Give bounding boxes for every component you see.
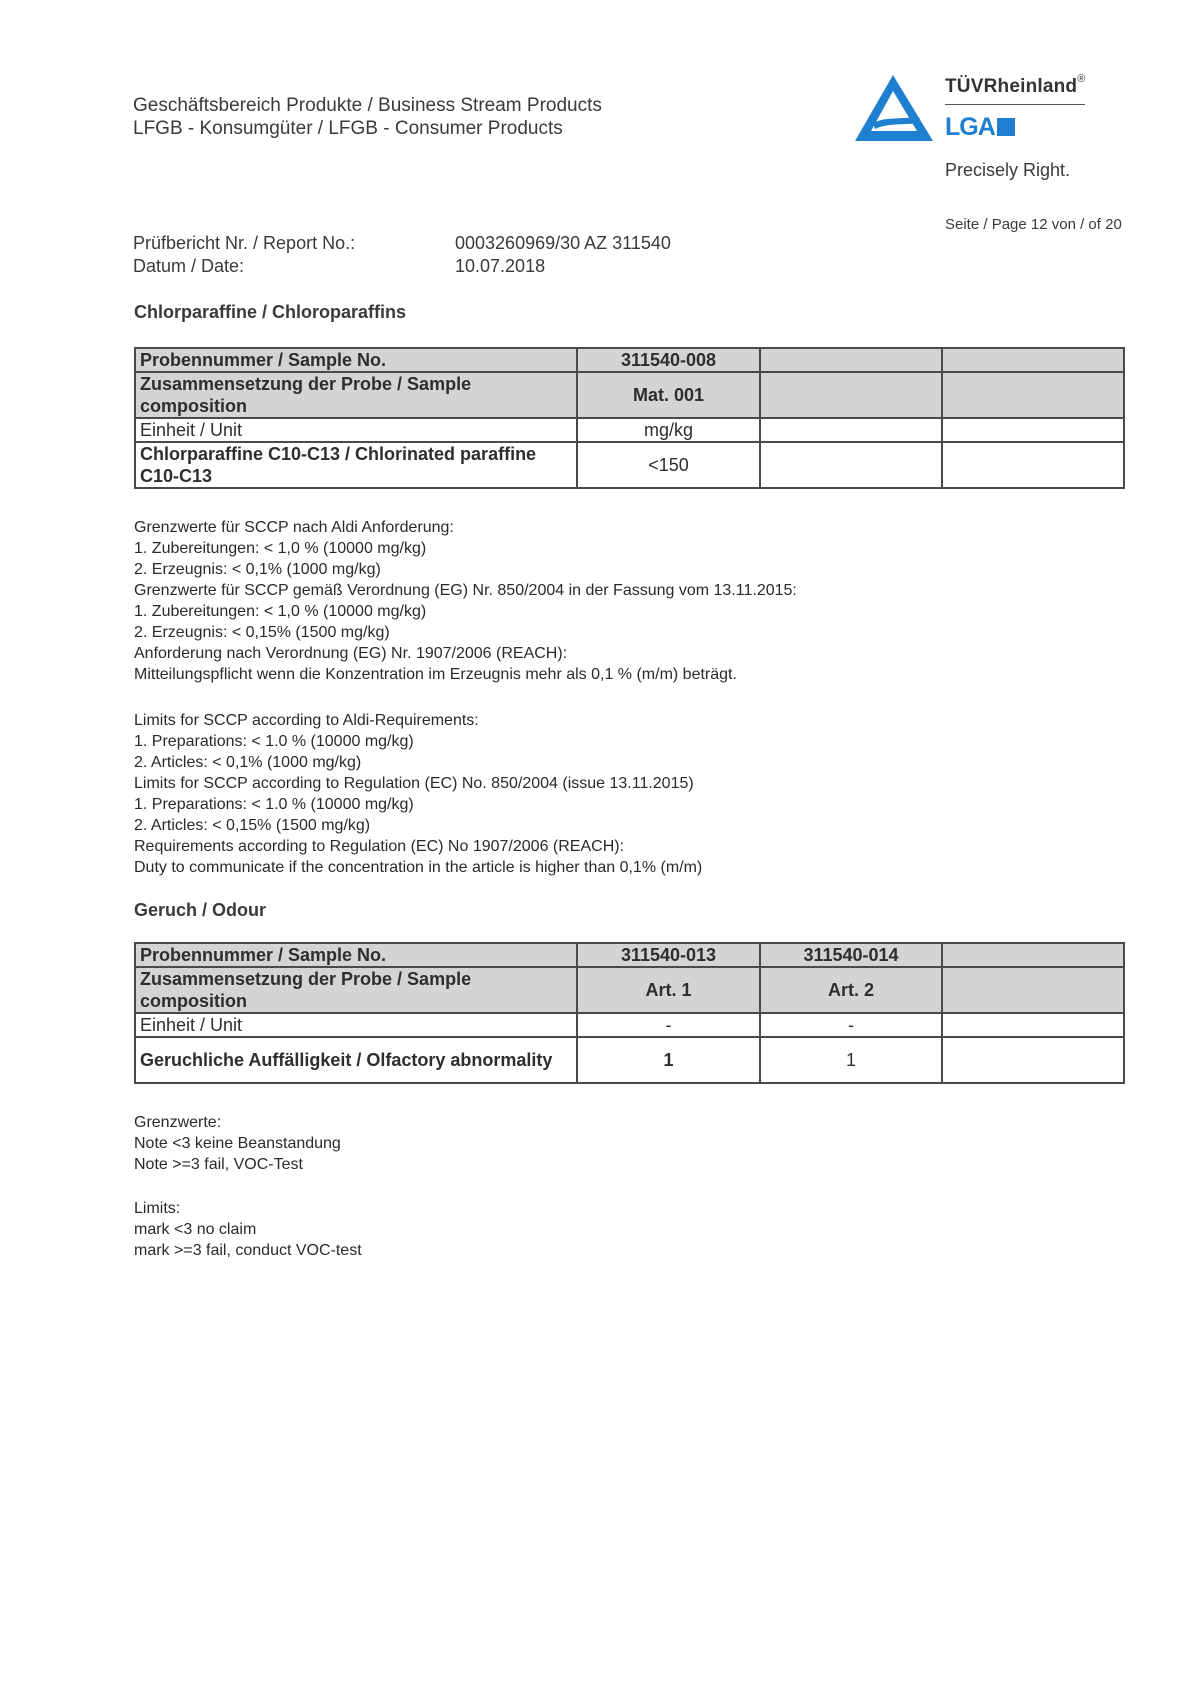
cell-value [942, 1037, 1124, 1083]
tuv-rheinland-wordmark [945, 73, 1086, 98]
row-label: Zusammensetzung der Probe / Sample composition [135, 967, 577, 1013]
cell-value [760, 348, 942, 372]
tuv-triangle-logo-icon [853, 73, 935, 143]
table-row [135, 1013, 1124, 1037]
cell-value [760, 442, 942, 488]
tagline: Precisely Right. [945, 160, 1071, 180]
odour-notes-de [134, 1112, 341, 1175]
cell-value: Mat. 001 [577, 372, 760, 418]
lga-text: LGA [945, 113, 995, 141]
cell-value: 311540-013 [577, 943, 760, 967]
odour-notes-en [134, 1198, 362, 1261]
note-line: 1. Zubereitungen: < 1,0 % (10000 mg/kg) [134, 540, 427, 557]
note-line: Requirements according to Regulation (EC) No 1907/2006 (REACH): [134, 838, 625, 855]
cell-value: Art. 2 [760, 967, 942, 1013]
note-line: Duty to communicate if the concentration in the article is higher than 0,1% (m/m) [134, 859, 703, 876]
row-label: Probennummer / Sample No. [135, 348, 577, 372]
header-consumer-products: LFGB - Konsumgüter / LFGB - Consumer Products [133, 118, 563, 139]
page-number: Seite / Page 12 von / of 20 [945, 216, 1122, 233]
cell-value [942, 1013, 1124, 1037]
note-line: Limits for SCCP according to Aldi-Requirements: [134, 712, 479, 729]
table-row [135, 1037, 1124, 1083]
row-label: Chlorparaffine C10-C13 / Chlorinated paraffine C10-C13 [135, 442, 577, 488]
note-line: 1. Zubereitungen: < 1,0 % (10000 mg/kg) [134, 603, 427, 620]
row-label: Zusammensetzung der Probe / Sample composition [135, 372, 577, 418]
lga-wordmark [945, 113, 1015, 142]
cell-value: mg/kg [577, 418, 760, 442]
cell-value: 311540-014 [760, 943, 942, 967]
table-row [135, 967, 1124, 1013]
section-title-odour: Geruch / Odour [134, 900, 267, 920]
cell-value [942, 943, 1124, 967]
row-label: Geruchliche Auffälligkeit / Olfactory abnormality [135, 1037, 577, 1083]
table-row [135, 348, 1124, 372]
table-row [135, 372, 1124, 418]
table-row [135, 943, 1124, 967]
brand-name: TÜVRheinland [945, 76, 1078, 97]
row-label: Einheit / Unit [135, 418, 577, 442]
odour-table [134, 942, 1125, 1084]
row-label: Einheit / Unit [135, 1013, 577, 1037]
cell-value [760, 418, 942, 442]
section-title-chloroparaffins: Chlorparaffine / Chloroparaffins [134, 302, 407, 322]
cell-value [942, 348, 1124, 372]
date-value: 10.07.2018 [455, 256, 546, 276]
note-line: Grenzwerte für SCCP gemäß Verordnung (EG) Nr. 850/2004 in der Fassung vom 13.11.2015: [134, 582, 797, 599]
note-line: Note <3 keine Beanstandung [134, 1135, 341, 1152]
chloroparaffins-notes-de [134, 517, 797, 685]
table-row [135, 442, 1124, 488]
cell-value: <150 [577, 442, 760, 488]
cell-value: 1 [577, 1037, 760, 1083]
table-row [135, 418, 1124, 442]
cell-value [760, 372, 942, 418]
report-no-value: 0003260969/30 AZ 311540 [455, 233, 671, 253]
cell-value [942, 372, 1124, 418]
note-line: mark >=3 fail, conduct VOC-test [134, 1242, 362, 1259]
cell-value: - [760, 1013, 942, 1037]
note-line: Limits: [134, 1200, 181, 1217]
note-line: 2. Erzeugnis: < 0,1% (1000 mg/kg) [134, 561, 381, 578]
header-business-stream: Geschäftsbereich Produkte / Business Stream Products [133, 95, 602, 116]
note-line: 2. Articles: < 0,1% (1000 mg/kg) [134, 754, 362, 771]
row-label: Probennummer / Sample No. [135, 943, 577, 967]
chloroparaffins-table [134, 347, 1125, 489]
note-line: Mitteilungspflicht wenn die Konzentration im Erzeugnis mehr als 0,1 % (m/m) beträgt. [134, 666, 737, 683]
cell-value [942, 418, 1124, 442]
note-line: 1. Preparations: < 1.0 % (10000 mg/kg) [134, 733, 414, 750]
note-line: 2. Erzeugnis: < 0,15% (1500 mg/kg) [134, 624, 390, 641]
report-no-label: Prüfbericht Nr. / Report No.: [133, 233, 356, 253]
note-line: Grenzwerte: [134, 1114, 222, 1131]
cell-value [942, 967, 1124, 1013]
note-line: Note >=3 fail, VOC-Test [134, 1156, 303, 1173]
registered-mark: ® [1077, 73, 1086, 85]
chloroparaffins-notes-en [134, 710, 702, 878]
note-line: Grenzwerte für SCCP nach Aldi Anforderung: [134, 519, 454, 536]
date-label: Datum / Date: [133, 256, 245, 276]
note-line: 2. Articles: < 0,15% (1500 mg/kg) [134, 817, 371, 834]
note-line: Limits for SCCP according to Regulation (EC) No. 850/2004 (issue 13.11.2015) [134, 775, 694, 792]
cell-value: 1 [760, 1037, 942, 1083]
logo-divider [945, 104, 1085, 105]
cell-value: - [577, 1013, 760, 1037]
lga-block-icon [997, 118, 1015, 136]
cell-value [942, 442, 1124, 488]
cell-value: 311540-008 [577, 348, 760, 372]
note-line: mark <3 no claim [134, 1221, 257, 1238]
note-line: 1. Preparations: < 1.0 % (10000 mg/kg) [134, 796, 414, 813]
note-line: Anforderung nach Verordnung (EG) Nr. 1907/2006 (REACH): [134, 645, 568, 662]
cell-value: Art. 1 [577, 967, 760, 1013]
